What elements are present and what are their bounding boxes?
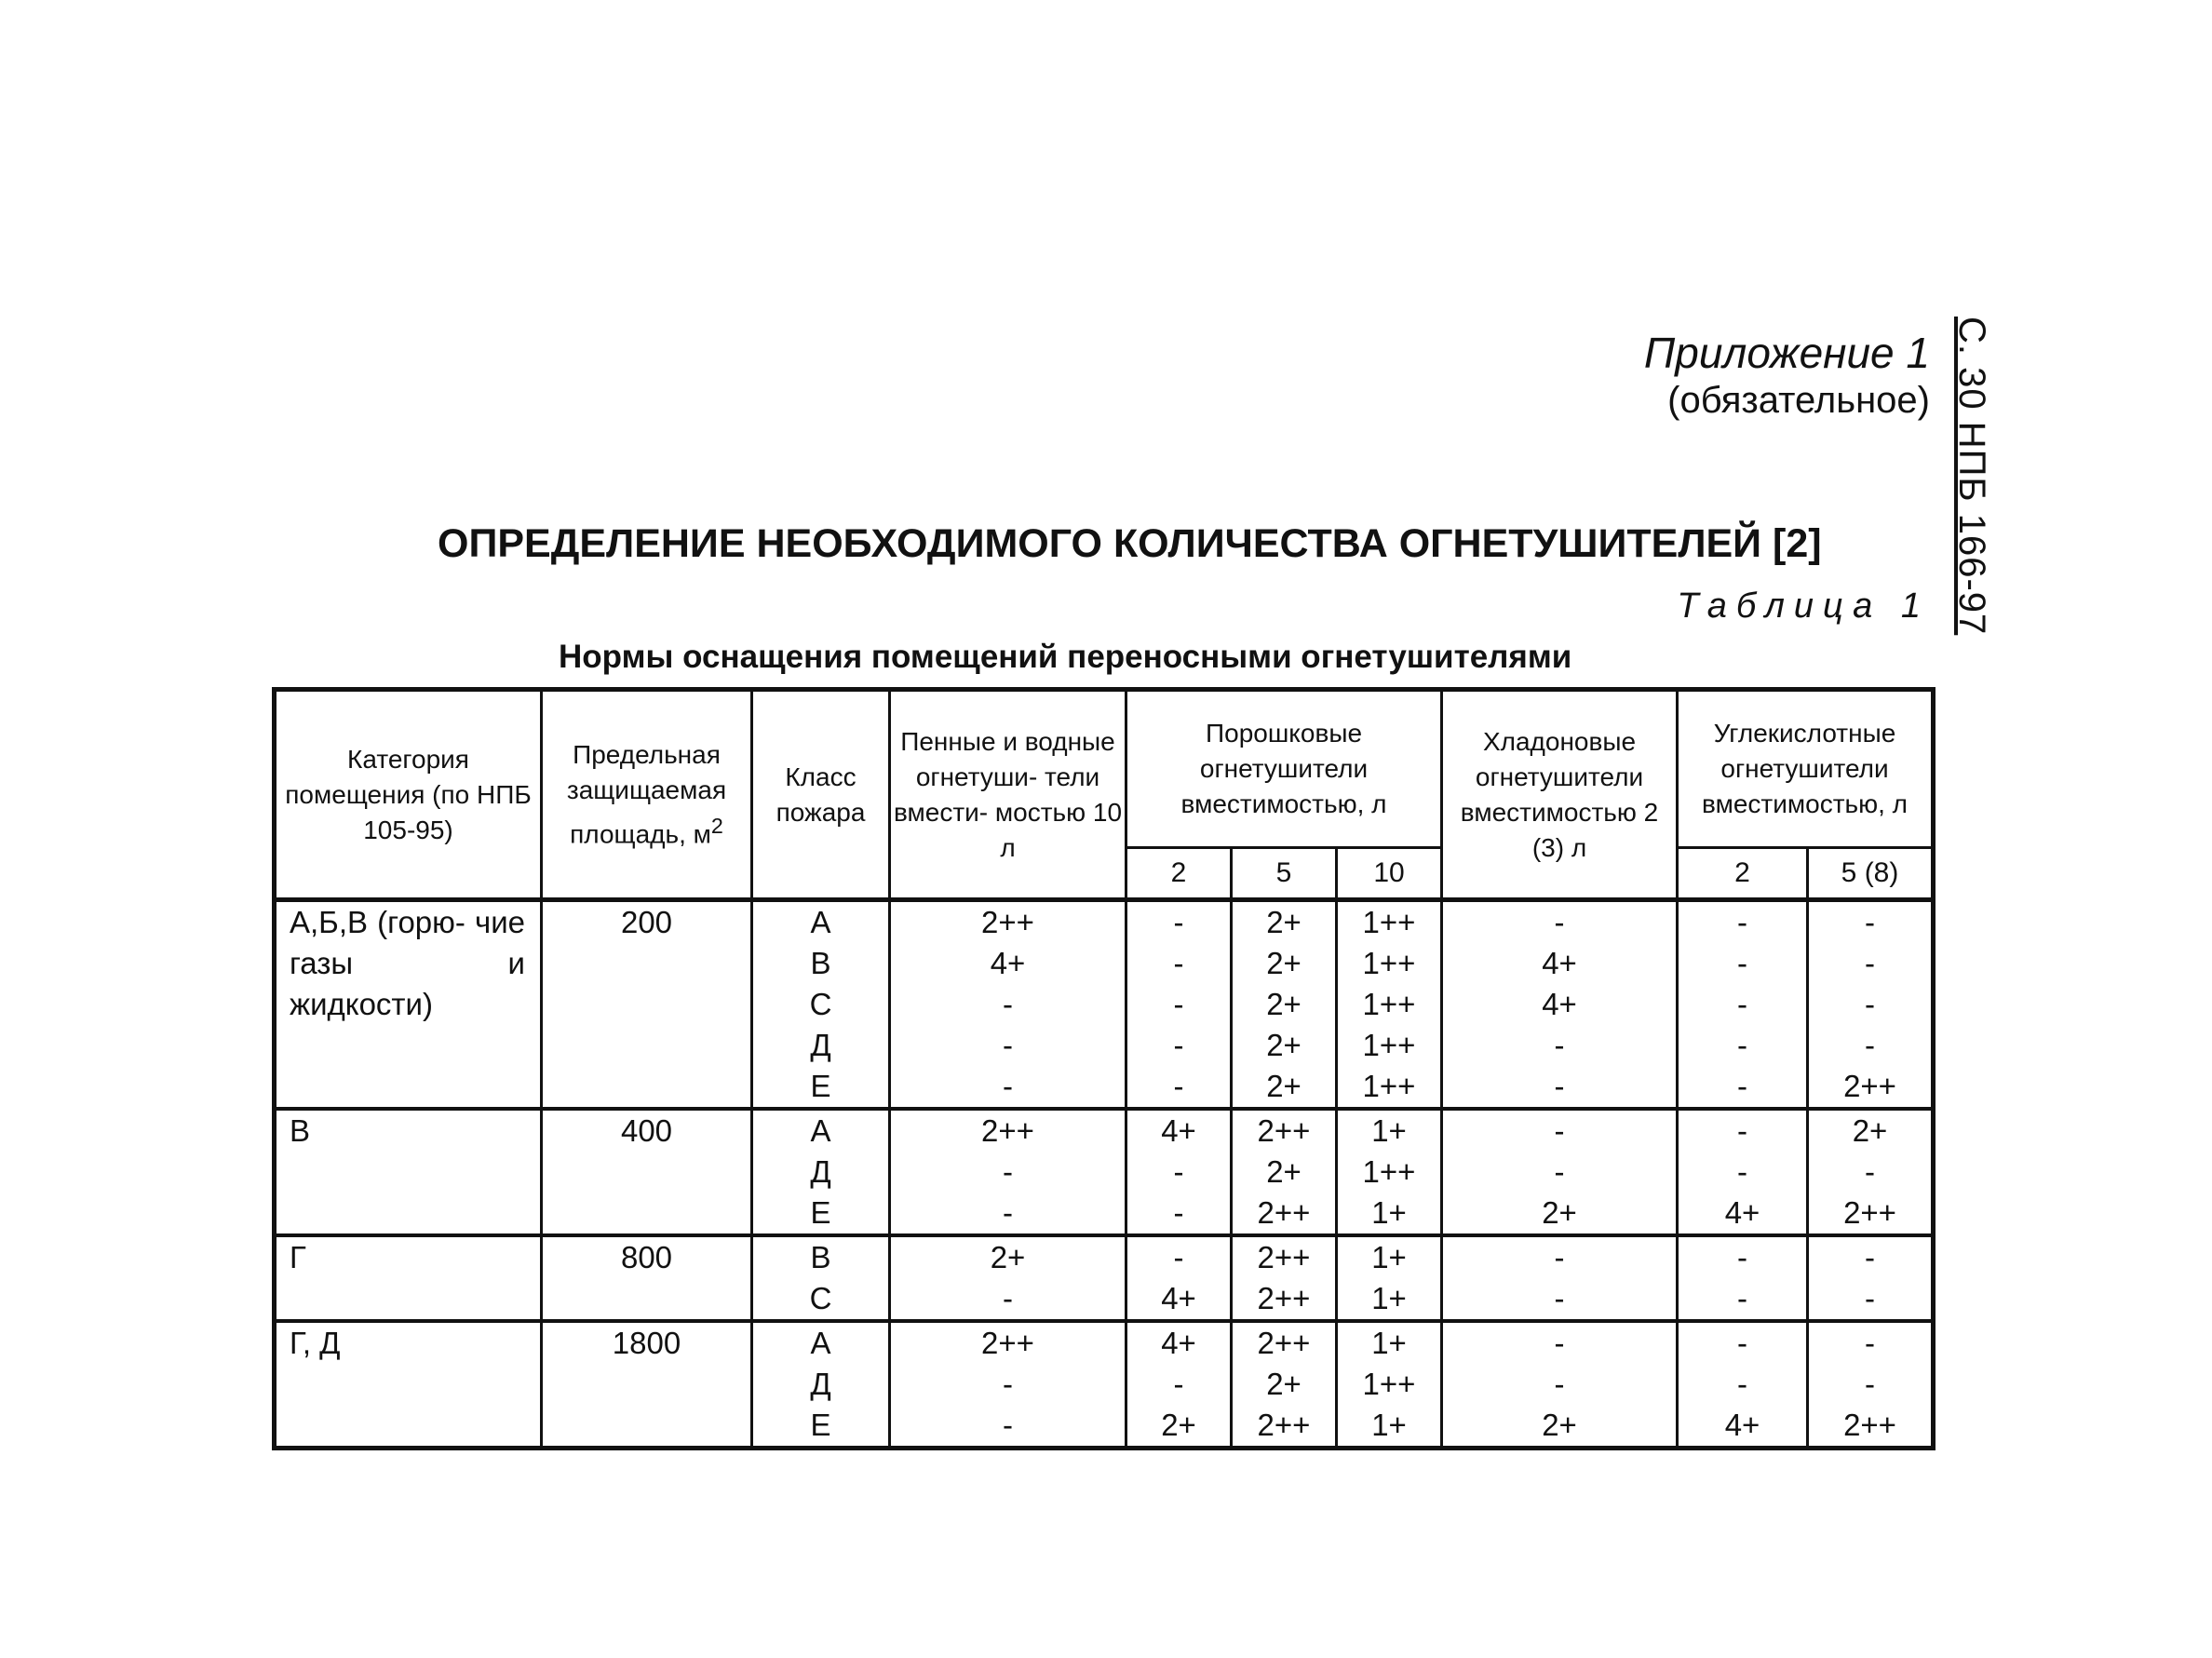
cell-powder-10 <box>1337 1235 1442 1321</box>
cell-value: 2++ <box>1843 1195 1896 1230</box>
cell-value: - <box>1737 1154 1748 1189</box>
cell-value: Д <box>810 1028 831 1062</box>
header-powder: Порошковые огнетушители вместимостью, л <box>1126 690 1442 848</box>
cell-value: С <box>809 987 832 1021</box>
table-row <box>275 1321 1934 1449</box>
cell-value: - <box>1865 1281 1876 1315</box>
cell-value: Е <box>810 1069 831 1103</box>
table-number: Таблица 1 <box>1677 586 1930 626</box>
header-co2: Углекислотные огнетушители вместимостью, л <box>1678 690 1934 848</box>
cell-value: 2++ <box>1843 1408 1896 1442</box>
table-caption: Нормы оснащения помещений переносными огнетушителями <box>559 639 1572 675</box>
cell-value: 1+ <box>1371 1326 1407 1360</box>
cell-value: 4+ <box>1161 1113 1196 1148</box>
header-category: Категория помещения (по НПБ 105-95) <box>275 690 542 900</box>
cell-area: 400 <box>542 1109 752 1235</box>
table-row <box>275 1109 1934 1235</box>
cell-value: - <box>1737 1113 1748 1148</box>
cell-value: - <box>1173 987 1184 1021</box>
header-powder-2: 2 <box>1126 848 1232 900</box>
cell-value: - <box>1003 1069 1013 1103</box>
cell-value: - <box>1865 1326 1876 1360</box>
cell-value: - <box>1554 1281 1565 1315</box>
cell-value: - <box>1554 1028 1565 1062</box>
cell-value: 1++ <box>1362 905 1416 939</box>
cell-category: Г <box>275 1235 542 1321</box>
cell-value: 4+ <box>1161 1281 1196 1315</box>
cell-value: 4+ <box>1161 1326 1196 1360</box>
cell-powder-5 <box>1232 1109 1337 1235</box>
cell-value: - <box>1737 946 1748 980</box>
header-powder-5: 5 <box>1232 848 1337 900</box>
cell-value: 1++ <box>1362 1367 1416 1401</box>
cell-value: - <box>1173 1195 1184 1230</box>
cell-value: 2++ <box>981 1113 1034 1148</box>
cell-powder-2 <box>1126 900 1232 1110</box>
cell-fire-class <box>752 900 890 1110</box>
cell-value: - <box>1865 1367 1876 1401</box>
cell-value: - <box>1173 1367 1184 1401</box>
cell-foam <box>890 1109 1126 1235</box>
cell-value: 4+ <box>1542 987 1577 1021</box>
cell-fire-class <box>752 1321 890 1449</box>
cell-value: 2+ <box>1542 1408 1577 1442</box>
cell-value: - <box>1865 1154 1876 1189</box>
cell-value: - <box>1173 946 1184 980</box>
extinguisher-norms-table <box>272 687 1936 1450</box>
cell-value: 1++ <box>1362 1154 1416 1189</box>
cell-value: А <box>810 1326 831 1360</box>
cell-value: 4+ <box>1542 946 1577 980</box>
cell-halon <box>1442 1321 1678 1449</box>
cell-value: 2+ <box>1161 1408 1196 1442</box>
cell-value: - <box>1737 905 1748 939</box>
cell-halon <box>1442 900 1678 1110</box>
cell-value: 2+ <box>1266 987 1302 1021</box>
cell-value: - <box>1173 1154 1184 1189</box>
side-label-text: С. 30 НПБ 166-97 <box>1951 317 1992 636</box>
cell-value: 4+ <box>1724 1195 1760 1230</box>
cell-value: 1+ <box>1371 1113 1407 1148</box>
cell-value: Д <box>810 1154 831 1189</box>
cell-co2-2 <box>1678 1321 1808 1449</box>
cell-value: 1++ <box>1362 987 1416 1021</box>
cell-co2-5-8 <box>1808 1321 1934 1449</box>
cell-powder-2 <box>1126 1321 1232 1449</box>
cell-value: 4+ <box>1724 1408 1760 1442</box>
header-co2-2: 2 <box>1678 848 1808 900</box>
appendix-subtitle: (обязательное) <box>1667 380 1930 421</box>
cell-value: - <box>1737 1028 1748 1062</box>
cell-powder-5 <box>1232 1235 1337 1321</box>
cell-area: 200 <box>542 900 752 1110</box>
cell-area: 800 <box>542 1235 752 1321</box>
cell-area: 1800 <box>542 1321 752 1449</box>
cell-value: - <box>1173 1069 1184 1103</box>
cell-powder-5 <box>1232 1321 1337 1449</box>
cell-value: 2++ <box>1843 1069 1896 1103</box>
cell-value: 2++ <box>1257 1408 1311 1442</box>
cell-fire-class <box>752 1235 890 1321</box>
cell-value: 2++ <box>1257 1113 1311 1148</box>
cell-value: 1+ <box>1371 1281 1407 1315</box>
cell-value: 2+ <box>1542 1195 1577 1230</box>
header-powder-10: 10 <box>1337 848 1442 900</box>
cell-category: В <box>275 1109 542 1235</box>
cell-foam <box>890 900 1126 1110</box>
cell-value: - <box>1003 1195 1013 1230</box>
cell-value: - <box>1003 1367 1013 1401</box>
cell-value: 2+ <box>1852 1113 1888 1148</box>
header-foam: Пенные и водные огнетуши- тели вмести- мостью 10 л <box>890 690 1126 900</box>
cell-value: 2+ <box>1266 1367 1302 1401</box>
table-row <box>275 1235 1934 1321</box>
cell-category: А,Б,В (горю- чие газы и жидкости) <box>275 900 542 1110</box>
cell-value: 1+ <box>1371 1240 1407 1274</box>
cell-halon <box>1442 1109 1678 1235</box>
cell-co2-5-8 <box>1808 900 1934 1110</box>
cell-value: 1+ <box>1371 1408 1407 1442</box>
cell-value: - <box>1865 1240 1876 1274</box>
cell-value: - <box>1865 946 1876 980</box>
cell-value: 2+ <box>1266 1154 1302 1189</box>
cell-value: - <box>1737 1281 1748 1315</box>
cell-value: 1++ <box>1362 946 1416 980</box>
cell-value: - <box>1173 1240 1184 1274</box>
header-area <box>542 690 752 900</box>
cell-value: - <box>1173 1028 1184 1062</box>
appendix-title: Приложение 1 <box>1643 329 1930 377</box>
cell-value: - <box>1173 905 1184 939</box>
cell-value: В <box>810 946 831 980</box>
cell-value: 2+ <box>1266 1028 1302 1062</box>
cell-powder-10 <box>1337 900 1442 1110</box>
cell-value: 2+ <box>990 1240 1026 1274</box>
cell-value: Д <box>810 1367 831 1401</box>
header-fire-class: Класс пожара <box>752 690 890 900</box>
cell-value: Е <box>810 1195 831 1230</box>
cell-co2-5-8 <box>1808 1235 1934 1321</box>
cell-powder-5 <box>1232 900 1337 1110</box>
cell-value: 1++ <box>1362 1028 1416 1062</box>
cell-co2-2 <box>1678 1109 1808 1235</box>
cell-value: - <box>1737 1326 1748 1360</box>
cell-value: - <box>1554 1240 1565 1274</box>
cell-value: - <box>1554 1069 1565 1103</box>
header-co2-5-8: 5 (8) <box>1808 848 1934 900</box>
cell-value: - <box>1865 987 1876 1021</box>
cell-value: - <box>1554 1326 1565 1360</box>
cell-value: - <box>1003 1281 1013 1315</box>
page-side-label <box>1951 317 1992 652</box>
cell-value: - <box>1003 987 1013 1021</box>
cell-value: - <box>1737 1069 1748 1103</box>
cell-value: 1++ <box>1362 1069 1416 1103</box>
cell-value: - <box>1865 1028 1876 1062</box>
cell-value: В <box>810 1240 831 1274</box>
cell-co2-2 <box>1678 900 1808 1110</box>
appendix-header <box>1644 328 1930 422</box>
cell-value: - <box>1737 1367 1748 1401</box>
cell-value: Е <box>810 1408 831 1442</box>
cell-halon <box>1442 1235 1678 1321</box>
cell-value: 2++ <box>981 1326 1034 1360</box>
cell-value: 2+ <box>1266 905 1302 939</box>
cell-fire-class <box>752 1109 890 1235</box>
cell-value: 2++ <box>1257 1240 1311 1274</box>
cell-powder-10 <box>1337 1109 1442 1235</box>
cell-value: - <box>1554 905 1565 939</box>
cell-foam <box>890 1235 1126 1321</box>
header-area-text: Предельная защищаемая площадь, м <box>566 739 727 849</box>
cell-value: 2++ <box>1257 1195 1311 1230</box>
cell-value: - <box>1737 1240 1748 1274</box>
cell-value: 2+ <box>1266 946 1302 980</box>
cell-value: - <box>1737 987 1748 1021</box>
cell-category: Г, Д <box>275 1321 542 1449</box>
table-body <box>275 900 1934 1449</box>
cell-value: - <box>1554 1367 1565 1401</box>
cell-value: - <box>1554 1113 1565 1148</box>
document-heading: ОПРЕДЕЛЕНИЕ НЕОБХОДИМОГО КОЛИЧЕСТВА ОГНЕТУШИТЕЛЕЙ [2] <box>438 521 1822 566</box>
cell-value: 4+ <box>990 946 1026 980</box>
cell-value: - <box>1003 1154 1013 1189</box>
cell-value: 2+ <box>1266 1069 1302 1103</box>
cell-co2-2 <box>1678 1235 1808 1321</box>
header-halon: Хладоновые огнетушители вместимостью 2 (3) л <box>1442 690 1678 900</box>
cell-powder-2 <box>1126 1109 1232 1235</box>
cell-value: 2++ <box>1257 1281 1311 1315</box>
header-area-superscript: 2 <box>710 813 723 838</box>
cell-powder-10 <box>1337 1321 1442 1449</box>
cell-co2-5-8 <box>1808 1109 1934 1235</box>
cell-value: - <box>1003 1028 1013 1062</box>
cell-value: - <box>1003 1408 1013 1442</box>
cell-value: А <box>810 1113 831 1148</box>
table-row <box>275 900 1934 1110</box>
cell-powder-2 <box>1126 1235 1232 1321</box>
cell-foam <box>890 1321 1126 1449</box>
cell-value: - <box>1554 1154 1565 1189</box>
cell-value: - <box>1865 905 1876 939</box>
cell-value: 2++ <box>981 905 1034 939</box>
cell-value: 1+ <box>1371 1195 1407 1230</box>
cell-value: 2++ <box>1257 1326 1311 1360</box>
cell-value: С <box>809 1281 832 1315</box>
cell-value: А <box>810 905 831 939</box>
